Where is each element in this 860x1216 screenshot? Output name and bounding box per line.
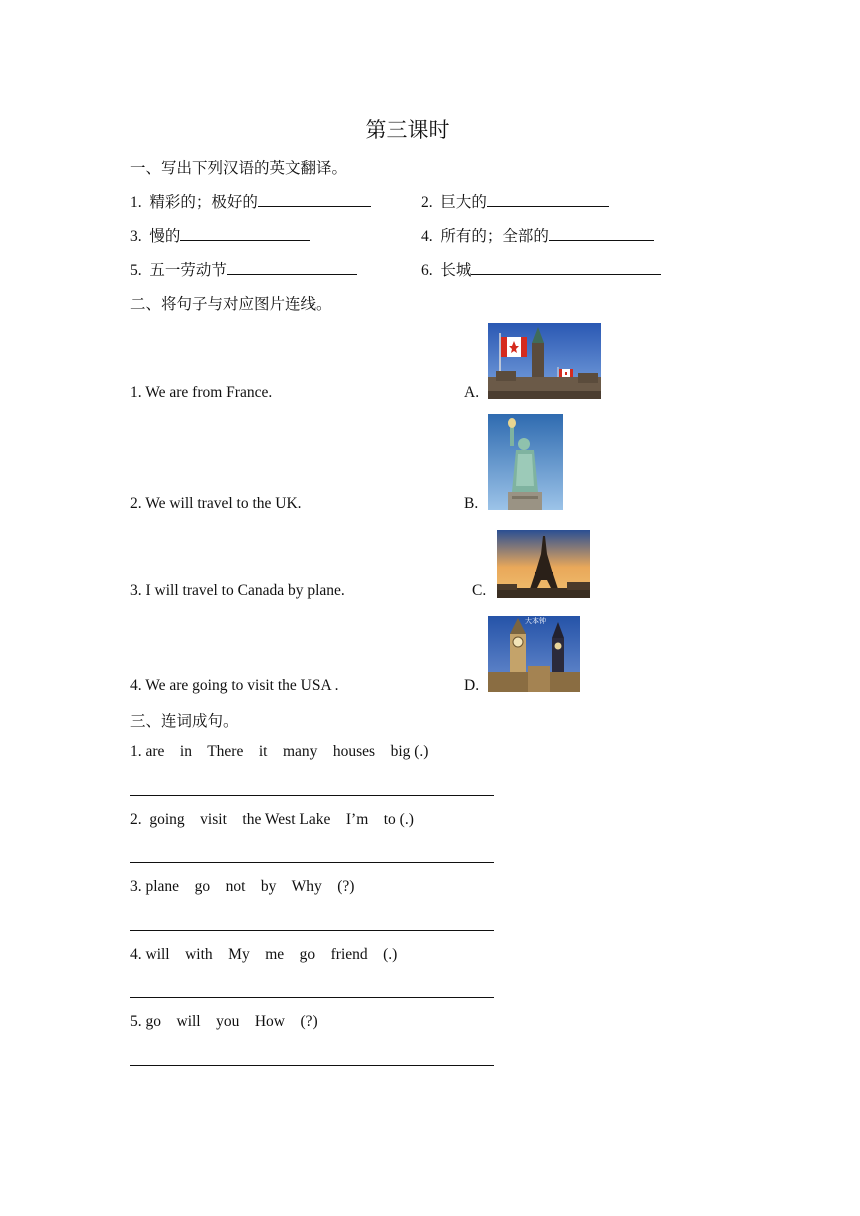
big-ben-photo[interactable]	[488, 616, 580, 692]
picture-label-c: C.	[472, 582, 487, 599]
item-number: 3.	[130, 228, 142, 245]
item-number: 5.	[130, 262, 142, 279]
translation-item-6	[421, 258, 661, 280]
item-number: 6.	[421, 262, 433, 279]
item-number: 1.	[130, 194, 142, 211]
item-text: 慢的	[149, 228, 181, 245]
sentence-item-2: 2. going visit the West Lake I’m to (.)	[130, 811, 414, 828]
section2-heading: 二、将句子与对应图片连线。	[130, 296, 332, 313]
translation-item-1	[130, 190, 371, 212]
item-number: 4.	[421, 228, 433, 245]
match-sentence-2: 2. We will travel to the UK.	[130, 495, 302, 512]
translation-item-3	[130, 224, 310, 246]
answer-line[interactable]	[130, 1065, 494, 1066]
match-sentence-4: 4. We are going to visit the USA .	[130, 677, 339, 694]
item-text: 所有的；全部的	[440, 228, 549, 245]
sentence-item-4: 4. will with My me go friend (.)	[130, 946, 398, 963]
translation-item-5	[130, 258, 357, 280]
item-number: 2.	[421, 194, 433, 211]
picture-label-d: D.	[464, 677, 480, 694]
item-text: 巨大的	[440, 194, 487, 211]
photo-caption: 大本钟	[525, 617, 546, 625]
answer-line[interactable]	[130, 795, 494, 796]
sentence-item-5: 5. go will you How (?)	[130, 1013, 318, 1030]
match-sentence-3: 3. I will travel to Canada by plane.	[130, 582, 345, 599]
page-title: 第三课时	[365, 118, 450, 142]
sentence-item-3: 3. plane go not by Why (?)	[130, 878, 355, 895]
answer-blank[interactable]	[227, 260, 357, 275]
canada-parliament-flag-photo[interactable]	[488, 323, 601, 399]
answer-blank[interactable]	[471, 260, 661, 275]
translation-item-4	[421, 224, 654, 246]
answer-line[interactable]	[130, 862, 494, 863]
answer-line[interactable]	[130, 997, 494, 998]
translation-item-2	[421, 190, 609, 212]
sentence-item-1: 1. are in There it many houses big (.)	[130, 743, 429, 760]
answer-blank[interactable]	[258, 192, 371, 207]
match-sentence-1: 1. We are from France.	[130, 384, 273, 401]
section3-heading: 三、连词成句。	[130, 713, 239, 730]
section1-heading: 一、写出下列汉语的英文翻译。	[130, 160, 348, 177]
item-text: 长城	[440, 262, 472, 279]
answer-blank[interactable]	[487, 192, 609, 207]
item-text: 精彩的；极好的	[149, 194, 258, 211]
picture-label-b: B.	[464, 495, 479, 512]
eiffel-tower-photo[interactable]	[497, 530, 590, 598]
answer-line[interactable]	[130, 930, 494, 931]
answer-blank[interactable]	[180, 226, 310, 241]
item-text: 五一劳动节	[149, 262, 227, 279]
statue-of-liberty-photo[interactable]	[488, 414, 563, 510]
picture-label-a: A.	[464, 384, 480, 401]
answer-blank[interactable]	[549, 226, 654, 241]
